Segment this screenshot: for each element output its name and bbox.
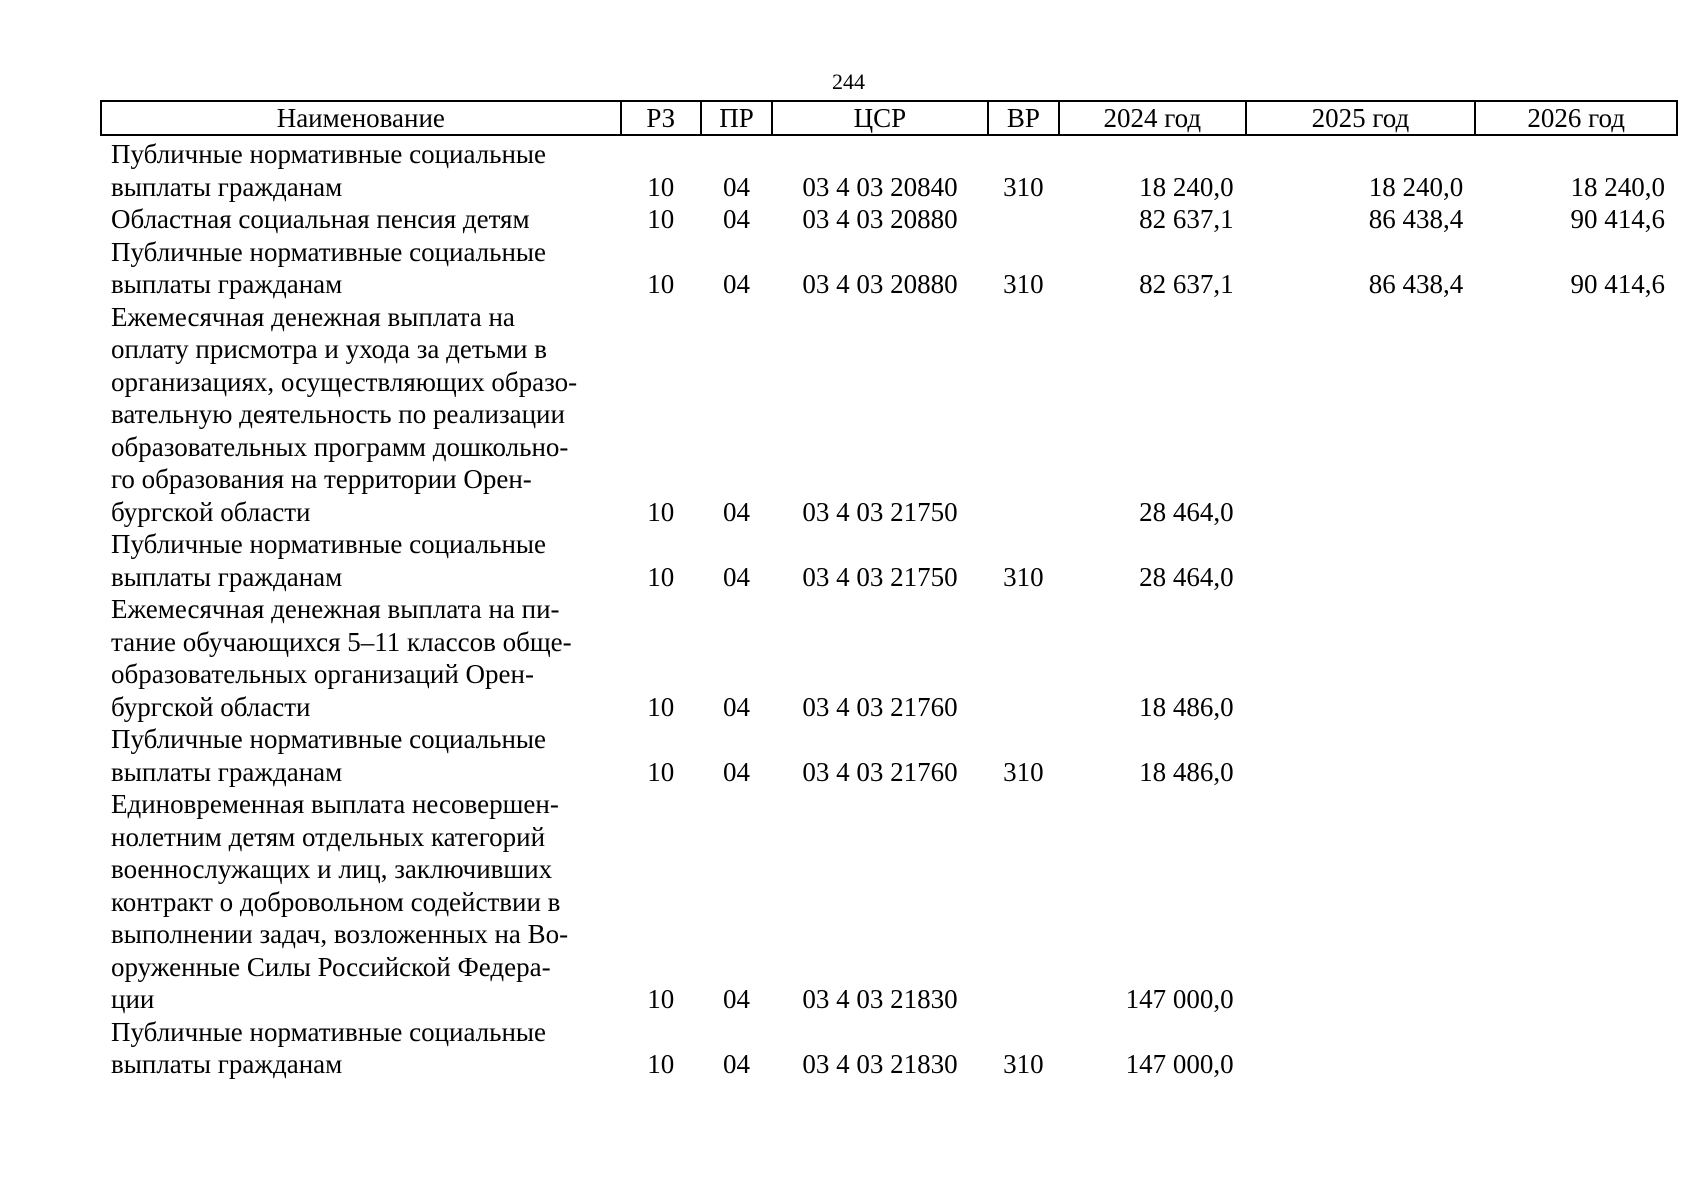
table-row bbox=[101, 135, 1677, 203]
cell-csr: 03 4 03 21830 bbox=[802, 984, 958, 1014]
cell-2024: 28 464,0 bbox=[1139, 496, 1234, 527]
cell-csr: 03 4 03 21830 bbox=[802, 1049, 958, 1079]
cell-2026: 18 240,0 bbox=[1570, 171, 1665, 202]
table-row bbox=[101, 203, 1677, 236]
name-line: оплату присмотра и ухода за детьми в bbox=[111, 334, 548, 364]
name-line: бургской области bbox=[111, 691, 311, 722]
cell-name bbox=[101, 203, 621, 236]
cell-pr: 04 bbox=[723, 171, 750, 202]
name-line: выплаты гражданам bbox=[111, 756, 343, 787]
cell-2024: 147 000,0 bbox=[1125, 1049, 1234, 1079]
cell-csr: 03 4 03 20840 bbox=[802, 171, 958, 202]
name-line: выплаты гражданам bbox=[111, 1049, 343, 1079]
cell-pr: 04 bbox=[723, 204, 750, 234]
cell-csr: 03 4 03 21750 bbox=[802, 561, 958, 592]
cell-2025: 18 240,0 bbox=[1368, 171, 1464, 202]
table-header bbox=[101, 101, 1677, 135]
cell-name bbox=[101, 301, 621, 529]
cell-2026 bbox=[1475, 788, 1677, 1016]
name-line: выполнении задач, возложенных на Во- bbox=[111, 919, 569, 949]
cell-rz: 10 bbox=[647, 756, 675, 787]
cell-csr: 03 4 03 21760 bbox=[802, 691, 958, 722]
cell-rz: 10 bbox=[647, 171, 675, 202]
cell-rz: 10 bbox=[647, 496, 675, 527]
table-row bbox=[101, 236, 1677, 301]
cell-2024: 18 240,0 bbox=[1139, 171, 1234, 202]
cell-name bbox=[101, 528, 621, 593]
cell-2025: 86 438,4 bbox=[1368, 269, 1464, 299]
cell-name bbox=[101, 236, 621, 301]
cell-pr: 04 bbox=[723, 984, 750, 1014]
cell-2025 bbox=[1246, 301, 1476, 529]
cell-2026 bbox=[1475, 301, 1677, 529]
table-body bbox=[101, 135, 1677, 1081]
table-row bbox=[101, 593, 1677, 723]
name-line: Публичные нормативные социальные bbox=[111, 529, 547, 559]
cell-2024: 28 464,0 bbox=[1139, 561, 1234, 592]
name-line: ции bbox=[111, 984, 155, 1014]
cell-vr: 310 bbox=[1003, 561, 1044, 592]
cell-name bbox=[101, 135, 621, 203]
cell-name bbox=[101, 593, 621, 723]
header-name: Наименование bbox=[101, 101, 621, 135]
cell-pr: 04 bbox=[723, 496, 750, 527]
cell-rz: 10 bbox=[647, 204, 675, 234]
header-rz: РЗ bbox=[621, 101, 701, 135]
cell-2026 bbox=[1475, 1016, 1677, 1081]
cell-csr: 03 4 03 21750 bbox=[802, 496, 958, 527]
cell-2026 bbox=[1475, 723, 1677, 788]
cell-pr: 04 bbox=[723, 691, 750, 722]
name-line: выплаты гражданам bbox=[111, 269, 343, 299]
header-pr: ПР bbox=[701, 101, 772, 135]
header-vr: ВР bbox=[988, 101, 1059, 135]
header-2024: 2024 год bbox=[1059, 101, 1246, 135]
cell-rz: 10 bbox=[647, 269, 675, 299]
cell-2025 bbox=[1246, 528, 1476, 593]
cell-pr: 04 bbox=[723, 561, 750, 592]
cell-name bbox=[101, 723, 621, 788]
header-2026: 2026 год bbox=[1475, 101, 1677, 135]
name-line: контракт о добровольном содействии в bbox=[111, 886, 561, 917]
cell-csr: 03 4 03 20880 bbox=[802, 269, 958, 299]
header-csr: ЦСР bbox=[772, 101, 988, 135]
name-line: организациях, осуществляющих образо- bbox=[111, 366, 578, 397]
cell-2026 bbox=[1475, 528, 1677, 593]
cell-name bbox=[101, 788, 621, 1016]
name-line: Единовременная выплата несовершен- bbox=[111, 789, 559, 819]
page-number: 244 bbox=[832, 69, 865, 94]
cell-pr: 04 bbox=[723, 1049, 750, 1079]
table-row bbox=[101, 788, 1677, 1016]
cell-2024: 82 637,1 bbox=[1139, 269, 1234, 299]
cell-csr: 03 4 03 21760 bbox=[802, 756, 958, 787]
cell-name bbox=[101, 1016, 621, 1081]
name-line: выплаты гражданам bbox=[111, 171, 343, 202]
cell-vr: 310 bbox=[1003, 756, 1044, 787]
cell-vr bbox=[988, 788, 1059, 1016]
name-line: тание обучающихся 5–11 классов обще- bbox=[111, 626, 572, 657]
cell-2024: 82 637,1 bbox=[1139, 204, 1234, 234]
cell-pr: 04 bbox=[723, 756, 750, 787]
budget-table bbox=[100, 100, 1678, 1081]
cell-rz: 10 bbox=[647, 984, 675, 1014]
cell-rz: 10 bbox=[647, 691, 675, 722]
name-line: го образования на территории Орен- bbox=[111, 464, 532, 494]
cell-2024: 18 486,0 bbox=[1139, 756, 1234, 787]
cell-2026: 90 414,6 bbox=[1570, 204, 1665, 234]
cell-vr bbox=[988, 203, 1059, 236]
cell-2024: 147 000,0 bbox=[1125, 984, 1234, 1014]
cell-2025 bbox=[1246, 723, 1476, 788]
table-row bbox=[101, 528, 1677, 593]
cell-vr: 310 bbox=[1003, 171, 1044, 202]
name-line: нолетним детям отдельных категорий bbox=[111, 821, 546, 852]
name-line: военнослужащих и лиц, заключивших bbox=[111, 854, 553, 884]
name-line: Ежемесячная денежная выплата на bbox=[111, 301, 515, 332]
cell-2025 bbox=[1246, 593, 1476, 723]
name-line: Публичные нормативные социальные bbox=[111, 1016, 547, 1047]
name-line: Ежемесячная денежная выплата на пи- bbox=[111, 594, 560, 624]
cell-rz: 10 bbox=[647, 1049, 675, 1079]
cell-2025: 86 438,4 bbox=[1368, 204, 1464, 234]
table-row bbox=[101, 301, 1677, 529]
cell-vr bbox=[988, 593, 1059, 723]
name-line: образовательных организаций Орен- bbox=[111, 659, 534, 689]
name-line: Публичные нормативные социальные bbox=[111, 724, 547, 754]
name-line: Областная социальная пенсия детям bbox=[111, 204, 530, 234]
name-line: образовательных программ дошкольно- bbox=[111, 431, 569, 462]
header-2025: 2025 год bbox=[1246, 101, 1476, 135]
cell-2026 bbox=[1475, 593, 1677, 723]
table-row bbox=[101, 723, 1677, 788]
name-line: Публичные нормативные социальные bbox=[111, 236, 547, 267]
cell-vr: 310 bbox=[1003, 1049, 1044, 1079]
cell-vr: 310 bbox=[1003, 269, 1044, 299]
cell-2026: 90 414,6 bbox=[1570, 269, 1665, 299]
cell-2025 bbox=[1246, 1016, 1476, 1081]
name-line: оруженные Силы Российской Федера- bbox=[111, 951, 551, 982]
cell-pr: 04 bbox=[723, 269, 750, 299]
name-line: вательную деятельность по реализации bbox=[111, 399, 565, 429]
cell-csr: 03 4 03 20880 bbox=[802, 204, 958, 234]
name-line: выплаты гражданам bbox=[111, 561, 343, 592]
table-row bbox=[101, 1016, 1677, 1081]
cell-rz: 10 bbox=[647, 561, 675, 592]
cell-2024: 18 486,0 bbox=[1139, 691, 1234, 722]
cell-vr bbox=[988, 301, 1059, 529]
name-line: Публичные нормативные социальные bbox=[111, 139, 547, 169]
cell-2025 bbox=[1246, 788, 1476, 1016]
name-line: бургской области bbox=[111, 496, 311, 527]
